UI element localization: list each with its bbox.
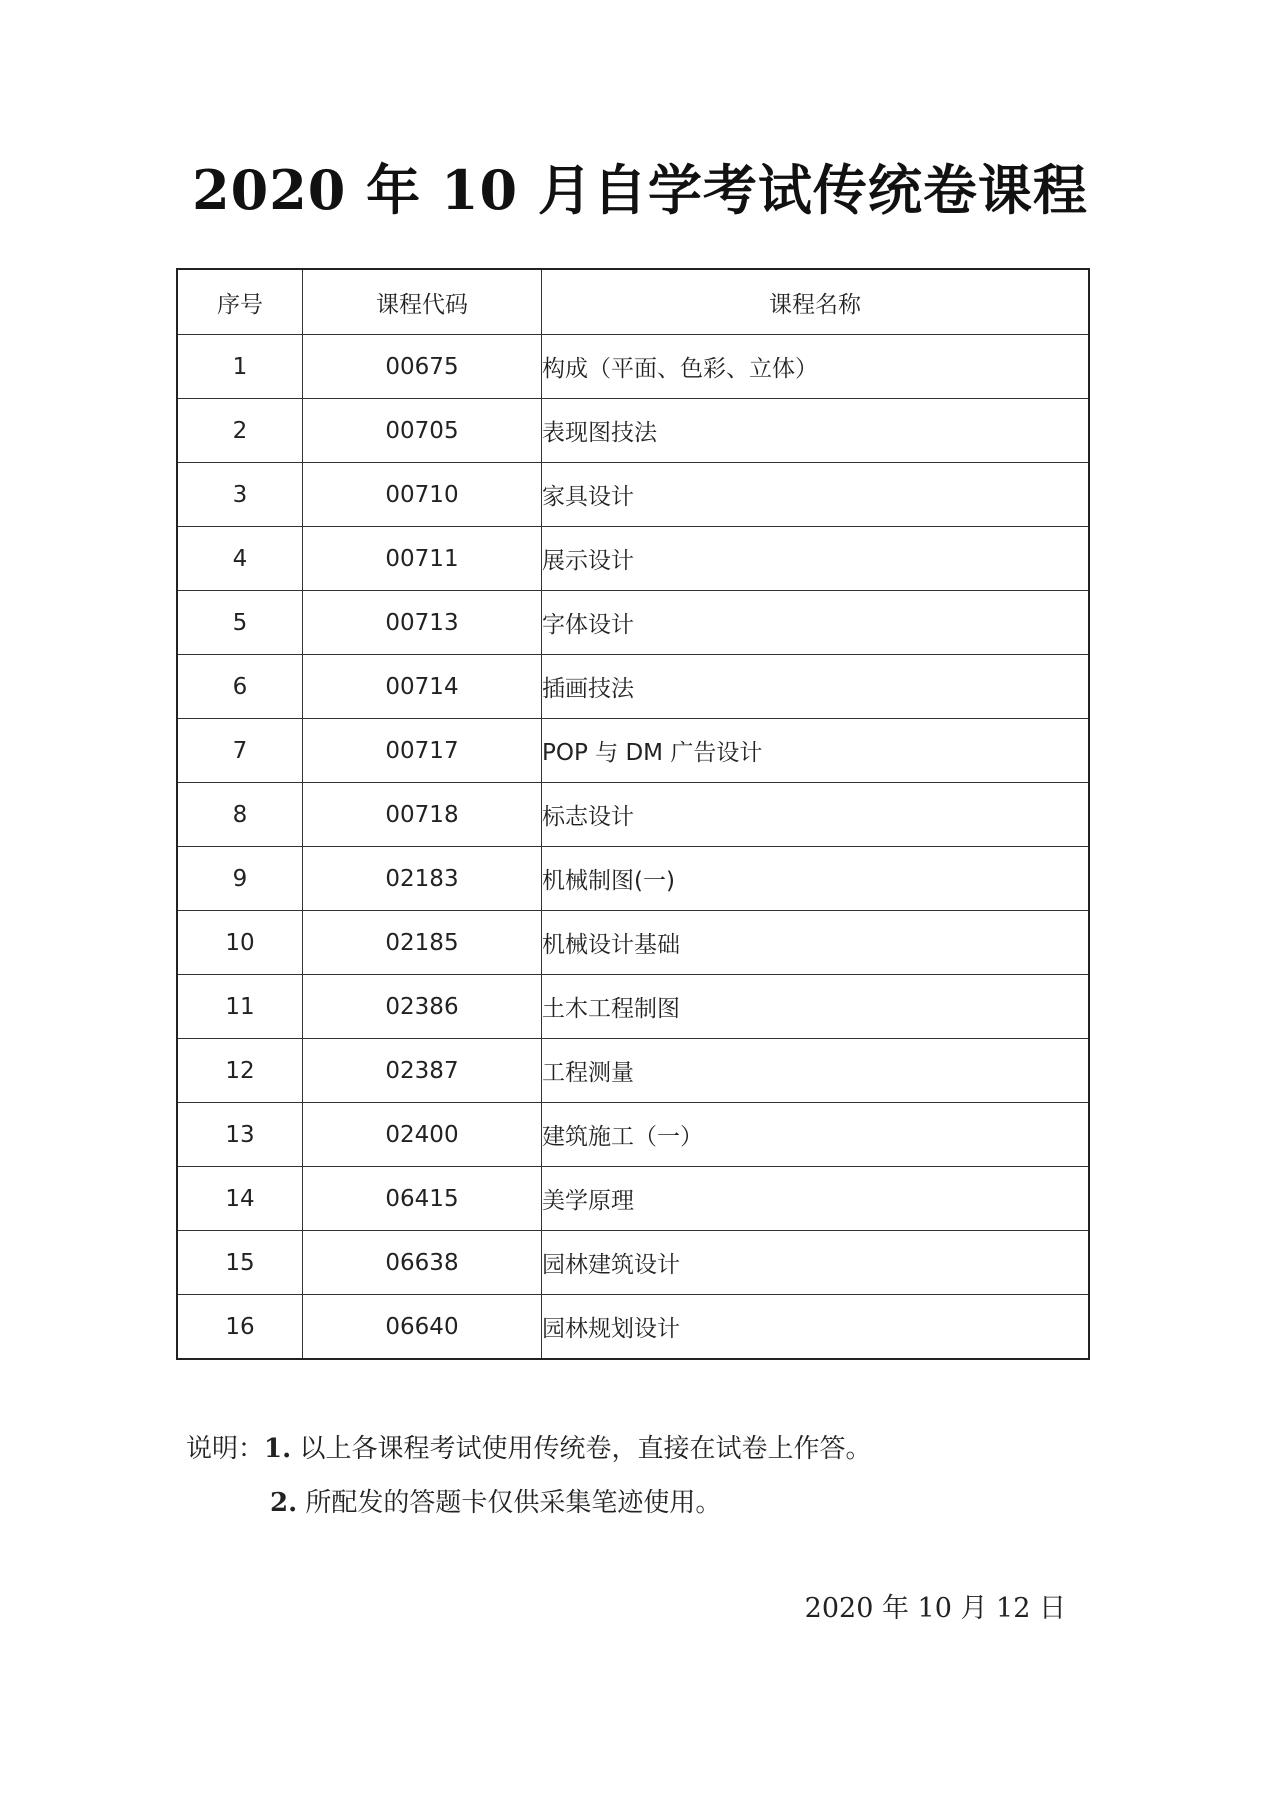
table-row — [177, 847, 1089, 911]
table-header-row — [177, 269, 1089, 335]
row-seq: 13 — [177, 1103, 303, 1167]
table-row — [177, 911, 1089, 975]
row-name: 土木工程制图 — [542, 975, 1090, 1039]
row-code: 00714 — [303, 655, 542, 719]
row-seq: 3 — [177, 463, 303, 527]
row-name: 建筑施工（一） — [542, 1103, 1090, 1167]
row-name: 标志设计 — [542, 783, 1090, 847]
row-code: 00713 — [303, 591, 542, 655]
row-name: 园林规划设计 — [542, 1295, 1090, 1360]
row-name: 表现图技法 — [542, 399, 1090, 463]
table-row — [177, 1295, 1089, 1360]
row-seq: 6 — [177, 655, 303, 719]
table-row — [177, 655, 1089, 719]
row-name: 机械设计基础 — [542, 911, 1090, 975]
row-seq: 14 — [177, 1167, 303, 1231]
table-row — [177, 975, 1089, 1039]
header-name: 课程名称 — [542, 269, 1090, 335]
row-code: 00717 — [303, 719, 542, 783]
row-seq: 2 — [177, 399, 303, 463]
table-row — [177, 399, 1089, 463]
row-name: 美学原理 — [542, 1167, 1090, 1231]
table-row — [177, 335, 1089, 399]
note-text: 以上各课程考试使用传统卷，直接在试卷上作答。 — [299, 1434, 872, 1464]
row-seq: 15 — [177, 1231, 303, 1295]
row-name: 插画技法 — [542, 655, 1090, 719]
row-code: 00710 — [303, 463, 542, 527]
row-name: 字体设计 — [542, 591, 1090, 655]
row-seq: 7 — [177, 719, 303, 783]
table-row — [177, 1167, 1089, 1231]
row-code: 02400 — [303, 1103, 542, 1167]
notes-section — [186, 1422, 871, 1530]
row-name: POP 与 DM 广告设计 — [542, 719, 1090, 783]
row-name: 园林建筑设计 — [542, 1231, 1090, 1295]
row-seq: 5 — [177, 591, 303, 655]
row-code: 00675 — [303, 335, 542, 399]
table-row — [177, 1231, 1089, 1295]
row-name: 家具设计 — [542, 463, 1090, 527]
page-title: 2020 年 10 月自学考试传统卷课程 — [192, 158, 1088, 222]
notes-prefix: 说明： — [186, 1434, 265, 1464]
row-code: 06640 — [303, 1295, 542, 1360]
row-name: 展示设计 — [542, 527, 1090, 591]
row-code: 06415 — [303, 1167, 542, 1231]
table-row — [177, 1103, 1089, 1167]
table-row — [177, 783, 1089, 847]
table-row — [177, 591, 1089, 655]
row-name: 构成（平面、色彩、立体） — [542, 335, 1090, 399]
table-row — [177, 463, 1089, 527]
row-code: 00705 — [303, 399, 542, 463]
row-seq: 12 — [177, 1039, 303, 1103]
row-seq: 11 — [177, 975, 303, 1039]
row-seq: 8 — [177, 783, 303, 847]
row-seq: 16 — [177, 1295, 303, 1360]
row-code: 02386 — [303, 975, 542, 1039]
row-seq: 4 — [177, 527, 303, 591]
table-row — [177, 527, 1089, 591]
note-number: 1. — [264, 1434, 292, 1464]
note-item-2 — [186, 1476, 871, 1530]
row-seq: 1 — [177, 335, 303, 399]
row-code: 00711 — [303, 527, 542, 591]
row-code: 06638 — [303, 1231, 542, 1295]
row-code: 02185 — [303, 911, 542, 975]
row-name: 工程测量 — [542, 1039, 1090, 1103]
note-text: 所配发的答题卡仅供采集笔迹使用。 — [305, 1488, 722, 1518]
row-name: 机械制图(一) — [542, 847, 1090, 911]
row-code: 00718 — [303, 783, 542, 847]
note-number: 2. — [270, 1488, 298, 1518]
row-code: 02183 — [303, 847, 542, 911]
note-item-1 — [186, 1422, 871, 1476]
table-row — [177, 719, 1089, 783]
row-seq: 10 — [177, 911, 303, 975]
header-seq: 序号 — [177, 269, 303, 335]
header-code: 课程代码 — [303, 269, 542, 335]
row-code: 02387 — [303, 1039, 542, 1103]
issue-date: 2020 年 10 月 12 日 — [804, 1593, 1066, 1624]
row-seq: 9 — [177, 847, 303, 911]
course-table — [176, 268, 1090, 1360]
table-row — [177, 1039, 1089, 1103]
